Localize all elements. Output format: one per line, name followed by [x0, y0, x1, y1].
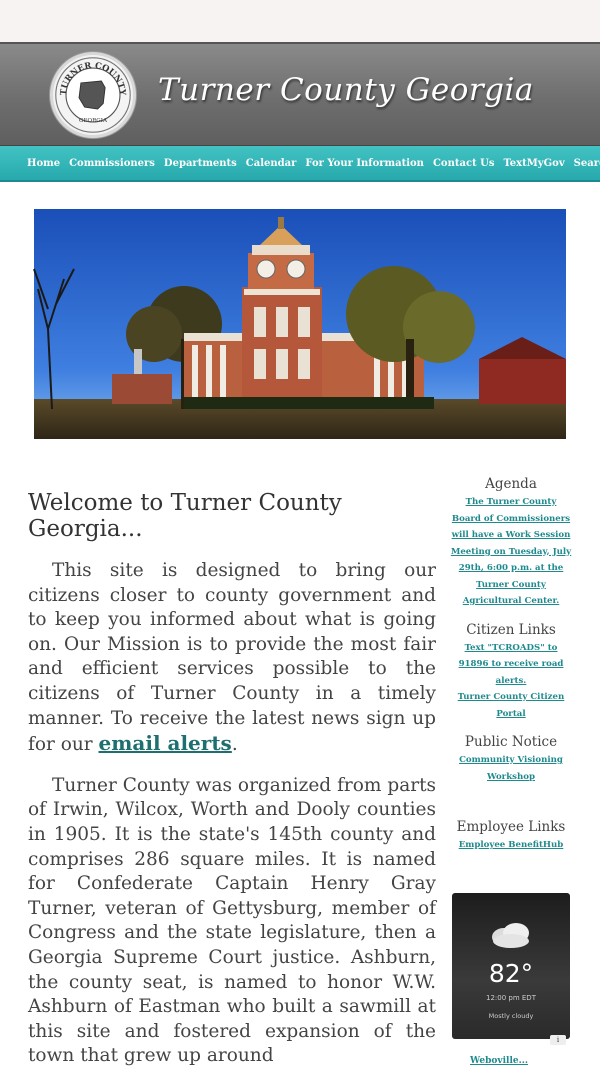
- nav-contact-us[interactable]: Contact Us: [432, 157, 495, 169]
- citizen-links-heading: Citizen Links: [466, 621, 556, 638]
- intro-end: .: [231, 734, 238, 756]
- site-title: Turner County Georgia: [158, 72, 534, 108]
- main-navigation: [0, 146, 612, 182]
- nav-home[interactable]: Home: [27, 157, 61, 169]
- nav-textmygov[interactable]: TextMyGov: [503, 157, 565, 169]
- public-notice-block: [450, 734, 572, 785]
- cloudy-icon: [488, 919, 534, 949]
- employee-links-block: [450, 819, 572, 854]
- citizen-portal-link[interactable]: Turner County Citizen Portal: [457, 692, 565, 719]
- nav-search[interactable]: Search: [573, 157, 612, 169]
- weather-temperature: 82°: [488, 959, 534, 988]
- county-seal-logo[interactable]: [50, 52, 136, 138]
- nav-for-your-information[interactable]: For Your Information: [305, 157, 424, 169]
- employee-links-heading: Employee Links: [456, 819, 566, 835]
- agenda-heading: Agenda: [485, 476, 537, 492]
- road-alerts-link[interactable]: Text "TCROADS" to 91896 to receive road alerts.: [458, 642, 564, 686]
- browser-top-strip: [0, 0, 600, 42]
- intro-text: This site is designed to bring our citizens closer to county government and to keep you informed about what is going on. Our Mission is to provide the most fair and efficient services possible to the citizens of Turner County in a timely manner. To receive the latest news sign up for our: [28, 560, 436, 756]
- visioning-workshop-link[interactable]: Community Visioning Workshop: [459, 755, 563, 782]
- employee-benefithub-link[interactable]: Employee BenefitHub: [458, 840, 564, 850]
- weather-info-icon[interactable]: i: [550, 1035, 566, 1045]
- citizen-links-block: [450, 622, 572, 723]
- seal-top-text: TURNER COUNTY: [57, 59, 129, 96]
- weather-condition: Mostly cloudy: [488, 1012, 534, 1020]
- sidebar-more-link[interactable]: Weboville...: [470, 1056, 529, 1066]
- seal-bottom-text: GEORGIA: [79, 117, 107, 124]
- weather-time: 12:00 pm EDT: [486, 994, 536, 1002]
- email-alerts-link[interactable]: email alerts: [98, 731, 232, 756]
- main-content: [28, 490, 436, 1085]
- history-paragraph: Turner County was organized from parts of Irwin, Wilcox, Worth and Dooly counties in 1905. It is the state's 145th county and comprises 286 square miles. It is named for Confederate Captain Henry Gray Turner, veteran of Gettysburg, member of Congress and the state legislature, then a Georgia Supreme Court justice. Ashburn, the county seat, is named to honor W.W. Ashburn of Eastman who built a sawmill at this site and fostered expansion of the town that grew up around: [28, 774, 436, 1067]
- nav-departments[interactable]: Departments: [163, 157, 237, 169]
- courthouse-hero-image: [34, 209, 566, 439]
- public-notice-heading: Public Notice: [464, 734, 558, 750]
- nav-calendar[interactable]: Calendar: [245, 157, 297, 169]
- weather-widget[interactable]: [452, 893, 570, 1044]
- agenda-block: [450, 476, 572, 610]
- agenda-link[interactable]: The Turner County Board of Commissioners will have a Work Session Meeting on Tuesday, July 29th, 6:00 p.m. at the Turner County Agricultural Center.: [450, 497, 572, 606]
- page-title: Welcome to Turner County Georgia...: [28, 490, 342, 542]
- intro-paragraph: [28, 559, 436, 758]
- site-header-banner: [0, 42, 600, 146]
- nav-commissioners[interactable]: Commissioners: [69, 157, 155, 169]
- sidebar: [450, 476, 572, 864]
